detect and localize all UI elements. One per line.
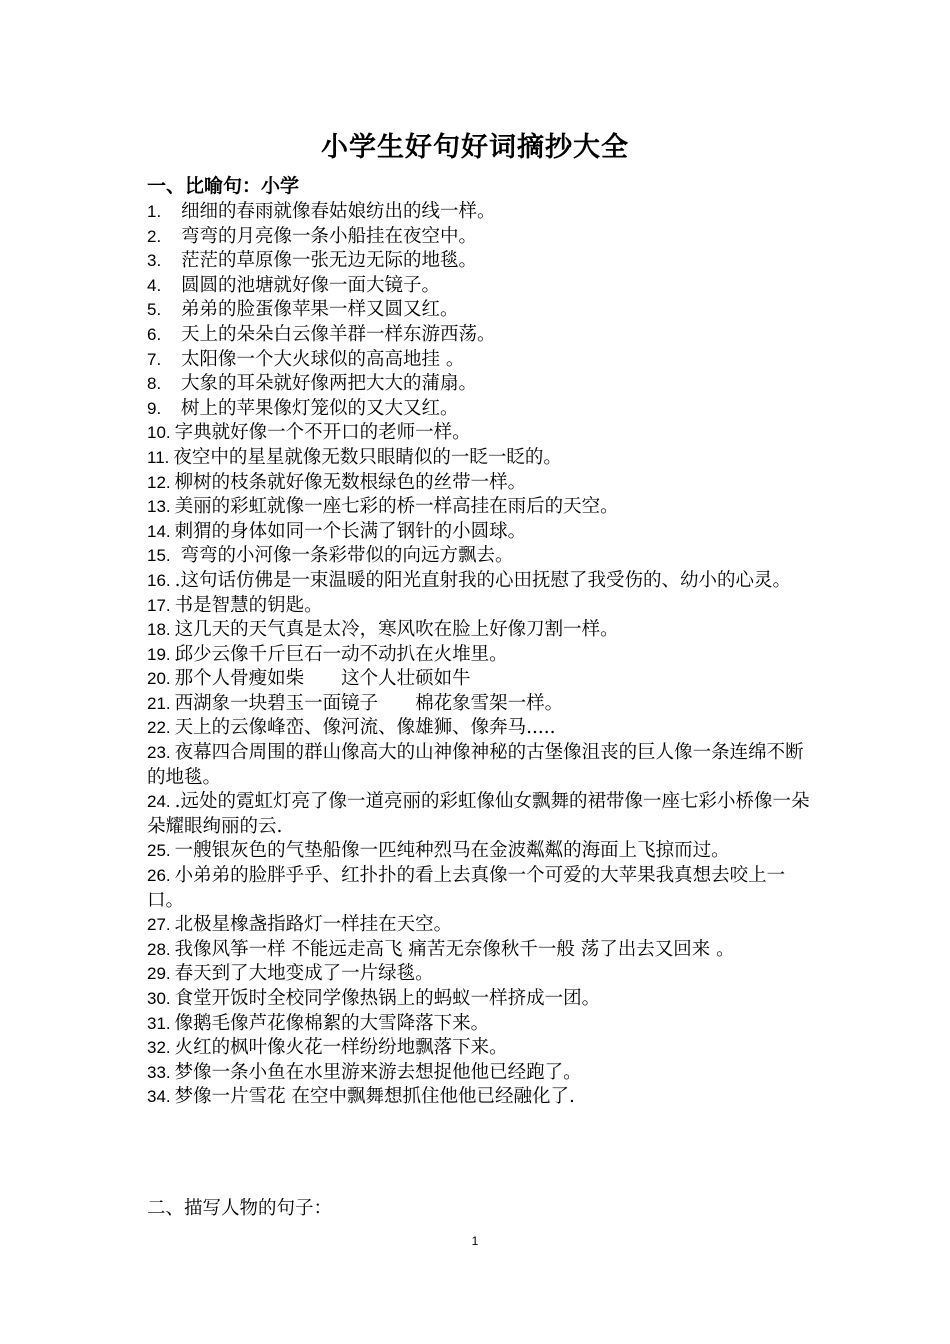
list-item-text: 一艘银灰色的气垫船像一匹纯种烈马在金波粼粼的海面上飞掠而过。 bbox=[174, 840, 730, 862]
list-item-number: 11. bbox=[147, 447, 170, 467]
list-item-number: 7. bbox=[147, 349, 162, 369]
list-item-number: 27. bbox=[147, 915, 171, 935]
list-item-number: 13. bbox=[147, 497, 171, 517]
list-item-text: 小弟弟的脸胖乎乎、红扑扑的看上去真像一个可爱的大苹果我真想去咬上一口。 bbox=[147, 865, 786, 911]
list-item bbox=[147, 200, 812, 225]
list-item bbox=[147, 594, 812, 619]
list-item bbox=[147, 667, 812, 692]
list-item-text: 美丽的彩虹就像一座七彩的桥一样高挂在雨后的天空。 bbox=[174, 496, 619, 518]
document-title: 小学生好句好词摘抄大全 bbox=[321, 132, 629, 163]
list-item-text: 梦像一片雪花 在空中飘舞想抓住他他已经融化了. bbox=[174, 1086, 575, 1108]
simile-list bbox=[147, 200, 812, 1110]
list-item-number: 28. bbox=[147, 939, 171, 959]
list-item-number: 26. bbox=[147, 866, 171, 886]
list-item bbox=[147, 421, 812, 446]
list-item bbox=[147, 790, 812, 839]
list-item-number: 8. bbox=[147, 374, 162, 394]
list-item-text: 细细的春雨就像春姑娘纺出的线一样。 bbox=[181, 201, 496, 222]
list-item-number: 19. bbox=[147, 644, 171, 664]
list-item-number: 16. bbox=[147, 570, 171, 590]
list-item-number: 4. bbox=[147, 275, 162, 295]
list-item-number: 3. bbox=[147, 251, 162, 271]
list-item-number: 34. bbox=[147, 1087, 171, 1107]
list-item bbox=[147, 962, 812, 987]
list-item-text: 树上的苹果像灯笼似的又大又红。 bbox=[181, 397, 459, 419]
list-item-number: 33. bbox=[147, 1062, 171, 1082]
list-item bbox=[147, 1061, 812, 1086]
list-item bbox=[147, 544, 812, 569]
list-item-text: 夜幕四合周围的群山像高大的山神像神秘的古堡像沮丧的巨人像一条连绵不断的地毯。 bbox=[147, 742, 804, 788]
list-item-text: 火红的枫叶像火花一样纷纷地飘落下来。 bbox=[174, 1037, 508, 1059]
list-item-text: 西湖象一块碧玉一面镜子 棉花象雪架一样。 bbox=[174, 692, 564, 714]
list-item-text: .远处的霓虹灯亮了像一道亮丽的彩虹像仙女飘舞的裙带像一座七彩小桥像一朵朵耀眼绚丽的云. bbox=[147, 791, 810, 837]
list-item-number: 29. bbox=[147, 964, 171, 984]
list-item bbox=[147, 274, 812, 299]
list-item-text: 书是智慧的钥匙。 bbox=[174, 594, 323, 616]
list-item-number: 23. bbox=[147, 743, 171, 763]
list-item-text: 茫茫的草原像一张无边无际的地毯。 bbox=[181, 250, 478, 272]
list-item bbox=[147, 643, 812, 668]
list-item bbox=[147, 716, 812, 741]
list-item-number: 14. bbox=[147, 521, 171, 541]
list-item-text: 食堂开饭时全校同学像热锅上的蚂蚁一样挤成一团。 bbox=[174, 988, 601, 1009]
list-item-text: .这句话仿佛是一束温暖的阳光直射我的心田抚慰了我受伤的、幼小的心灵。 bbox=[174, 569, 792, 591]
list-item-number: 22. bbox=[147, 718, 171, 738]
list-item-number: 12. bbox=[147, 472, 171, 492]
list-item bbox=[147, 569, 812, 594]
list-item bbox=[147, 348, 812, 373]
list-item-number: 20. bbox=[147, 669, 171, 689]
list-item-text: 太阳像一个大火球似的高高地挂 。 bbox=[181, 348, 465, 370]
list-item bbox=[147, 249, 812, 274]
list-item-text: 圆圆的池塘就好像一面大镜子。 bbox=[181, 274, 441, 296]
list-item-text: 字典就好像一个不开口的老师一样。 bbox=[174, 422, 471, 444]
list-item bbox=[147, 471, 812, 496]
list-item bbox=[147, 1085, 812, 1110]
list-item-text: 春天到了大地变成了一片绿毯。 bbox=[174, 963, 434, 985]
list-item-text: 像鹅毛像芦花像棉絮的大雪降落下来。 bbox=[174, 1012, 490, 1034]
section-heading-characters: 二、描写人物的句子： bbox=[147, 1198, 333, 1219]
section-heading-similes: 一、比喻句：小学 bbox=[147, 175, 300, 197]
list-item-number: 30. bbox=[147, 989, 171, 1008]
list-item bbox=[147, 938, 812, 963]
list-item-text: 弯弯的小河像一条彩带似的向远方飘去。 bbox=[174, 545, 514, 567]
list-item bbox=[147, 298, 812, 323]
list-item bbox=[147, 323, 812, 348]
list-item bbox=[147, 987, 812, 1012]
list-item-number: 10. bbox=[147, 423, 171, 443]
page-number: 1 bbox=[471, 1234, 479, 1248]
list-item bbox=[147, 520, 812, 545]
list-item-text: 刺猬的身体如同一个长满了钢针的小圆球。 bbox=[174, 520, 527, 542]
list-item-number: 9. bbox=[147, 398, 162, 418]
list-item-number: 1. bbox=[147, 202, 162, 221]
list-item-text: 夜空中的星星就像无数只眼睛似的一眨一眨的。 bbox=[173, 446, 562, 468]
list-item-text: 那个人骨瘦如柴 这个人壮硕如牛 bbox=[174, 668, 471, 690]
list-item-text: 天上的云像峰峦、像河流、像雄狮、像奔马..... bbox=[174, 717, 556, 739]
list-item-text: 北极星橡盏指路灯一样挂在天空。 bbox=[174, 914, 453, 936]
list-item-text: 天上的朵朵白云像羊群一样东游西荡。 bbox=[181, 323, 496, 345]
list-item-number: 21. bbox=[147, 693, 171, 713]
list-item-number: 17. bbox=[147, 595, 171, 615]
list-item bbox=[147, 618, 812, 643]
list-item bbox=[147, 397, 812, 422]
list-item-text: 柳树的枝条就好像无数根绿色的丝带一样。 bbox=[174, 471, 527, 493]
list-item-text: 弟弟的脸蛋像苹果一样又圆又红。 bbox=[181, 299, 459, 321]
list-item bbox=[147, 913, 812, 938]
list-item bbox=[147, 1036, 812, 1061]
list-item-number: 15. bbox=[147, 546, 171, 566]
list-item-number: 25. bbox=[147, 841, 171, 861]
list-item bbox=[147, 1012, 812, 1037]
list-item-number: 2. bbox=[147, 226, 162, 246]
list-item bbox=[147, 446, 812, 471]
list-item bbox=[147, 864, 812, 913]
list-item-text: 弯弯的月亮像一条小船挂在夜空中。 bbox=[181, 225, 478, 247]
list-item-text: 这几天的天气真是太冷，寒风吹在脸上好像刀割一样。 bbox=[174, 619, 619, 641]
list-item-text: 邱少云像千斤巨石一动不动扒在火堆里。 bbox=[174, 643, 508, 665]
list-item-number: 5. bbox=[147, 300, 162, 320]
list-item bbox=[147, 741, 812, 790]
list-item-text: 大象的耳朵就好像两把大大的蒲扇。 bbox=[181, 373, 478, 395]
list-item-number: 24. bbox=[147, 792, 171, 812]
list-item-number: 31. bbox=[147, 1013, 171, 1033]
list-item-text: 梦像一条小鱼在水里游来游去想捉他他已经跑了。 bbox=[174, 1061, 582, 1083]
list-item bbox=[147, 839, 812, 864]
list-item bbox=[147, 225, 812, 250]
list-item-number: 18. bbox=[147, 620, 171, 640]
list-item-number: 6. bbox=[147, 324, 162, 344]
list-item bbox=[147, 495, 812, 520]
list-item bbox=[147, 372, 812, 397]
list-item-number: 32. bbox=[147, 1038, 171, 1058]
list-item bbox=[147, 692, 812, 717]
list-item-text: 我像风筝一样 不能远走高飞 痛苦无奈像秋千一般 荡了出去又回来 。 bbox=[174, 938, 735, 960]
